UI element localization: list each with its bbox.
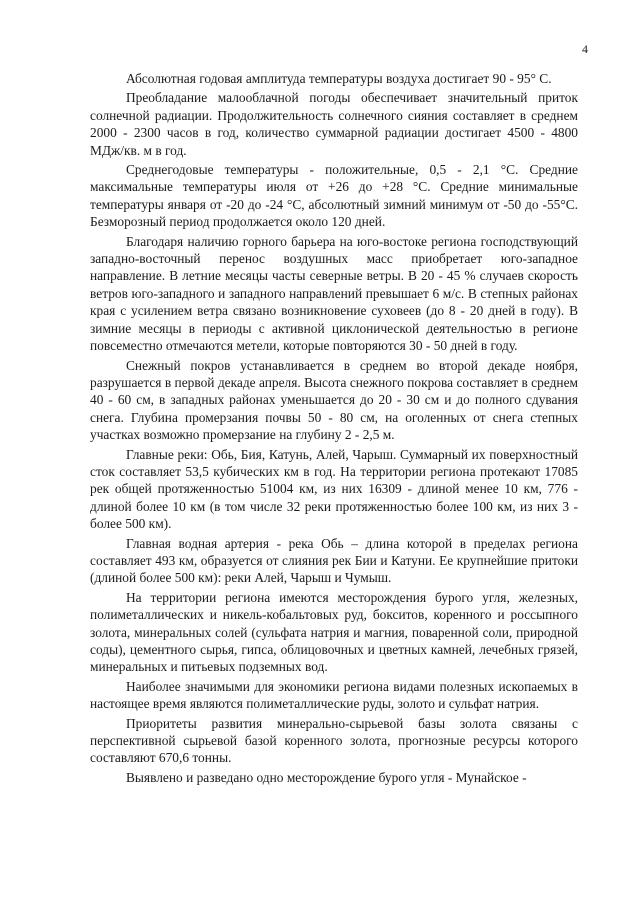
paragraph-gold-priorities: Приоритеты развития минерально-сырьевой базы золота связаны с перспективной сырьевой базой коренного золота, прогнозные ресурсы которого составляют 670,6 тонны. [90, 715, 578, 766]
paragraph-ob-river: Главная водная артерия - река Обь – длина которой в пределах региона составляет 493 км, образуется от слияния рек Бии и Катуни. Ее крупнейшие притоки (длиной более 500 км): реки Алей, Чарыш и Чумыш. [90, 535, 578, 586]
paragraph-significant-minerals: Наиболее значимыми для экономики региона видами полезных ископаемых в настоящее время являются полиметаллические руды, золото и сульфат натрия. [90, 678, 578, 712]
paragraph-brown-coal: Выявлено и разведано одно месторождение бурого угля - Мунайское - [126, 769, 527, 785]
document-body [90, 70, 578, 788]
paragraph-average-temperatures: Среднегодовые температуры - положительные, 0,5 - 2,1 °С. Средние максимальные температуры июля от +26 до +28 °С. Средние минимальные температуры января от -20 до -24 °С, абсолютный зимний минимум от -50 до -55°С. Безморозный период продолжается около 120 дней. [90, 162, 578, 230]
paragraph-solar-radiation: Преобладание малооблачной погоды обеспечивает значительный приток солнечной радиации. Продолжительность солнечного сияния составляет в среднем 2000 - 2300 часов в год, количество суммарной радиации достигает 4500 - 4800 МДж/кв. м в год. [90, 90, 578, 158]
paragraph-mineral-deposits: На территории региона имеются месторождения бурого угля, железных, полиметаллических и никель-кобальтовых руд, бокситов, коренного и россыпного золота, минеральных солей (сульфата натрия и магния, поваренной соли, природной соды), цементного сырья, гипса, облицовочных и цветных камней, лечебных грязей, минеральных и питьевых подземных вод. [90, 589, 578, 675]
paragraph-main-rivers: Главные реки: Обь, Бия, Катунь, Алей, Чарыш. Суммарный их поверхностный сток составляет 53,5 кубических км в год. На территории региона протекают 17085 рек общей протяженностью 51004 км, из них 16309 - длиной менее 10 км, 776 - длиной более 10 км (в том числе 32 реки протяженностью более 100 км, из них 3 - более 500 км). [90, 446, 578, 532]
paragraph-snow-cover: Снежный покров устанавливается в среднем во второй декаде ноября, разрушается в первой декаде апреля. Высота снежного покрова составляет в среднем 40 - 60 см, в западных районах уменьшается до 20 - 30 см и до полного сдувания снега. Глубина промерзания почвы 50 - 80 см, на оголенных от снега степных участках возможно промерзание на глубину 2 - 2,5 м. [90, 357, 578, 443]
paragraph-temperature-amplitude: Абсолютная годовая амплитуда температуры воздуха достигает 90 - 95° С. [126, 71, 552, 86]
paragraph-winds: Благодаря наличию горного барьера на юго-востоке региона господствующий западно-восточный перенос воздушных масс приобретает юго-западное направление. В летние месяцы часты северные ветры. В 20 - 45 % случаев скорость ветров юго-западного и западного направлений превышает 6 м/с. В степных районах края с усилением ветра связано возникновение суховеев (до 8 - 20 дней в году). В зимние месяцы в периоды с активной циклонической деятельностью в регионе повсеместно отмечаются метели, которые повторяются 30 - 50 дней в году. [90, 233, 578, 354]
page-number: 4 [582, 42, 588, 56]
